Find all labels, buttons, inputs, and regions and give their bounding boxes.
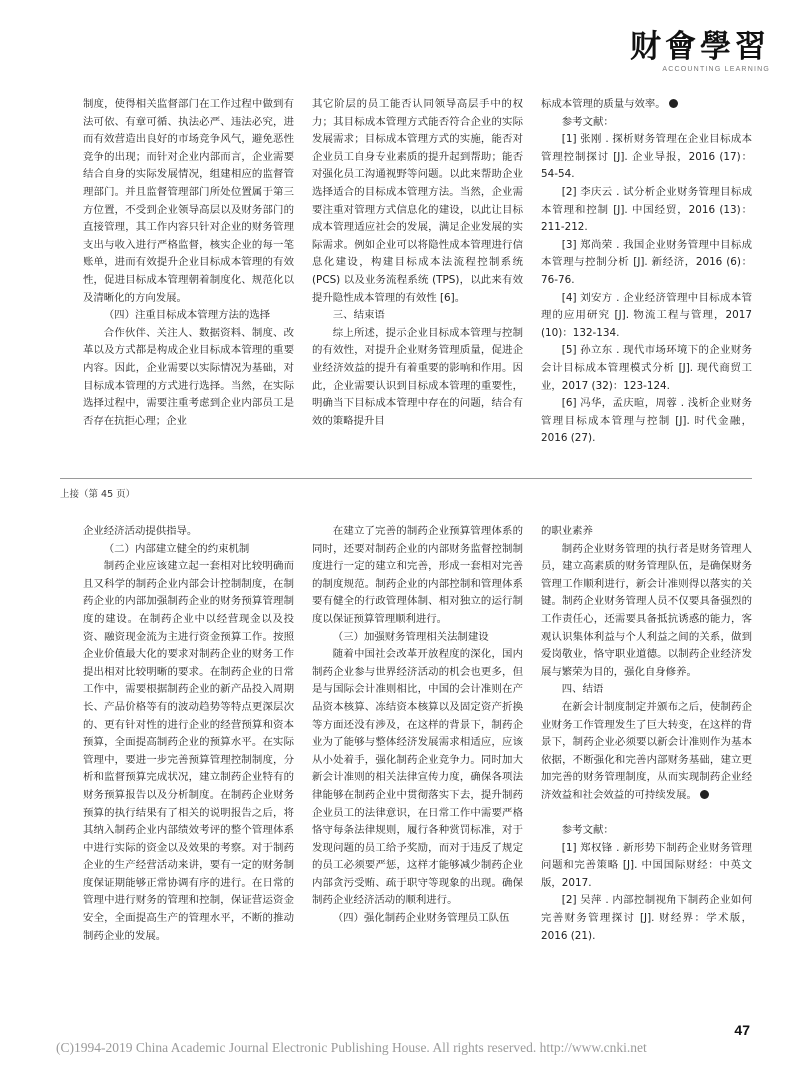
paragraph-text: [2] 李庆云 . 试分析企业财务管理目标成本管理和控制 [J]. 中国经贸，2016 (13)：211-212. [541,185,752,234]
paragraph-text: （四）注重目标成本管理方法的选择 [103,309,271,322]
end-mark-icon [669,99,678,108]
paragraph [312,96,523,307]
paragraph-text: 在新会计制度制定并颁布之后，使制药企业财务工作管理发生了巨大转变，在这样的背景下，制药企业必须要以新会计准则作为基本依据，不断强化和完善内部财务基础，建立更加完善的财务管理制度，从而实现制药企业经济效益和社会效益的可持续发展。 [541,700,752,801]
paragraph-text: 四、结语 [561,683,604,696]
page-number: 47 [734,1022,750,1038]
top-column-1 [83,96,294,466]
section-divider [60,478,752,479]
end-mark-icon [700,790,709,799]
copyright-footer: (C)1994-2019 China Academic Journal Electronic Publishing House. All rights reserved. http://www.cnki.net [56,1040,647,1055]
paragraph [541,523,752,541]
paragraph [312,646,523,910]
paragraph-text: [1] 郑权锋 . 新形势下制药企业财务管理问题和完善策略 [J]. 中国国际财经：中英文版，2017. [541,841,752,889]
paragraph-text: 其它阶层的员工能否认同领导高层手中的权力；其目标成本管理方式能否符合企业的实际发展需求；目标成本管理方式的实施，能否对企业员工自身专业素质的提升起到帮助；能否对强化员工沟通视野等问题。以此来帮助企业选择适合的目标成本管理方法。当然，企业需要注重对管理方式信息化的建设，以此让目标成本管理适应社会的发展，满足企业发展的实际需求。例如企业可以将隐性成本管理进行信息化建设，构建目标成本法流程控制系统 (PCS) 以及业务流程系统 (TPS)，以此来有效提升隐性成本管理的有效性 [6]。 [312,98,523,304]
paragraph-text: 综上所述，提示企业目标成本管理与控制的有效性，对提升企业财务管理质量，促进企业经济效益的提升有着重要的影响和作用。因此，企业需要认识到目标成本管理的重要性，明确当下目标成本管理中存在的问题，结合有效的策略提升目 [312,326,523,427]
paragraph-text: （三）加强财务管理相关法制建设 [332,630,489,643]
section-heading [312,307,523,325]
paragraph-text: 三、结束语 [332,309,385,322]
paragraph-text: 合作伙伴、关注人、数据资料、制度、改革以及方式都是构成企业目标成本管理的重要内容。因此，企业需要以实际情况为基础，对目标成本管理的方式进行选择。当然，在实际选择过程中，需要注重考虑到企业内部员工是否存在抗拒心理；企业 [83,326,294,427]
bottom-column-2 [312,523,523,1018]
section-heading [83,307,294,325]
section-heading [83,541,294,559]
paragraph-text: （四）强化制药企业财务管理员工队伍 [332,912,510,925]
bottom-column-3 [541,523,752,1018]
bottom-article-section [83,523,752,1018]
paragraph [541,96,752,114]
paragraph-text: [5] 孙立东 . 现代市场环境下的企业财务会计目标成本管理模式分析 [J]. 现代商贸工业，2017 (32)：123-124. [541,344,752,392]
paragraph-text: 参考文献： [561,824,614,837]
reference-entry [541,184,752,237]
paragraph-text: 随着中国社会改革开放程度的深化，国内制药企业参与世界经济活动的机会也更多，但是与国际会计准则相比，中国的会计准则在产品资本核算、冻结资本核算以及固定资产折换等方面还没有涉及，在这样的背景下，制药企业为了能够与整体经济发展需求相适应，应该从小处着手，强化制药企业竞争力。同时加大新会计准则的相关法律宣传力度，确保各项法律能够在制药企业中贯彻落实下去，提升制药企业员工的法律意识，在日常工作中需要严格恪守每条法律规则，履行各种赏罚标准，对于发现问题的员工给予奖励，而对于违反了规定的员工必须要严惩，这样才能够减少制药企业内部贪污受贿、疏于职守等现象的出现。确保制药企业经济活动的顺利进行。 [312,648,523,907]
paragraph-text: 制度，使得相关监督部门在工作过程中做到有法可依、有章可循、执法必严、违法必究，进而有效营造出良好的市场竞争风气，避免恶性竞争的出现；而针对企业内部而言，企业需要结合自身的实际发展情况，组建相应的监督管理部门。并且监督管理部门所处位置属于第三方位置，不受到企业领导高层以及财务部门的直接管理，其工作内容只针对企业的财务管理支出与收入进行严格监督，核实企业的每一笔账单，进而有效提升企业目标成本管理的有效性，促进目标成本管理朝着制度化、规范化以及清晰化的方向发展。 [83,98,294,304]
spacer [541,805,752,823]
section-heading [541,681,752,699]
paragraph-text: 标成本管理的质量与效率。 [541,98,666,110]
paragraph-text: [1] 张刚 . 探析财务管理在企业目标成本管理控制探讨 [J]. 企业导报，2016 (17)：54-54. [541,133,752,181]
reference-entry [541,395,752,448]
paragraph [83,96,294,307]
paragraph-text: 参考文献： [561,115,614,128]
paragraph-text: （二）内部建立健全的约束机制 [103,542,250,555]
bottom-column-1 [83,523,294,1018]
paragraph [83,558,294,945]
journal-logo [630,30,770,73]
paragraph [541,699,752,805]
paragraph-text: [4] 刘安方 . 企业经济管理中目标成本管理的应用研究 [J]. 物流工程与管理，2017 (10)：132-134. [541,291,752,339]
top-article-section [83,96,752,466]
paragraph-text: [6] 冯华，孟庆暄，周蓉 . 浅析企业财务管理目标成本管理与控制 [J]. 时代金融，2016 (27). [541,397,752,445]
reference-entry [541,840,752,893]
continued-from-label: 上接（第 45 页） [60,489,136,500]
paragraph-text: [3] 郑尚荣 . 我国企业财务管理中目标成本管理与控制分析 [J]. 新经济，2016 (6)：76-76. [541,238,752,286]
top-column-3 [541,96,752,466]
reference-entry [541,892,752,945]
section-heading [312,629,523,647]
top-column-2 [312,96,523,466]
references-heading [541,822,752,840]
paragraph-text: 企业经济活动提供指导。 [83,525,198,537]
paragraph [541,541,752,682]
reference-entry [541,237,752,290]
paragraph [312,325,523,431]
reference-entry [541,131,752,184]
paragraph [83,325,294,431]
paragraph [312,523,523,629]
reference-entry [541,342,752,395]
logo-english: ACCOUNTING LEARNING [662,66,770,73]
paragraph-text: 制药企业应该建立起一套相对比较明确而且又科学的制药企业内部会计控制制度，在制药企业的内部加强制药企业的财务预算管理制度的建设。在制药企业中以经营现金以及投资、融资现金流为主进行资金预算工作。按照企业价值最大化的要求对制药企业的财务工作提出相对比较明晰的要求。在制药企业的日常工作中，需要根据制药企业的新产品投入周期长、产品价格等有的波动趋势等特点更深层次的、更有针对性的进行企业的经营预算和资本预算，全面提高制药企业的预算水平。在实际管理中，要进一步完善预算管理控制制度，分析和监督预算完成状况，建立制药企业特有的财务预算报告以及分析制度。在制药企业财务预算的执行结果有了相关的说明报告之后，将其纳入制药企业内部绩效考评的整个管理体系中进行实际的资金以及效果的考察。对于制药企业的生产经营活动来讲，要有一定的财务制度保证期能够正常协调有序的进行。在日常的管理中进行财务的管理和控制，保证营运资金安全，全面提高生产的管理水平，不断的推动制药企业的发展。 [83,560,294,942]
paragraph [83,523,294,541]
logo-chinese: 财會學習 [630,29,770,65]
references-heading [541,114,752,132]
reference-entry [541,290,752,343]
section-heading [312,910,523,928]
paragraph-text: 在建立了完善的制药企业预算管理体系的同时，还要对制药企业的内部财务监督控制制度进行一定的建立和完善，形成一套相对完善的制度规范。制药企业的内部控制和管理体系要有健全的行政管理体制、相对独立的运行制度以保证预算管理顺利进行。 [312,525,523,625]
paragraph-text: [2] 吴萍 . 内部控制视角下制药企业如何完善财务管理探讨 [J]. 财经界：学术版，2016 (21). [541,894,752,942]
paragraph-text: 的职业素养 [541,525,593,537]
paragraph-text: 制药企业财务管理的执行者是财务管理人员，建立高素质的财务管理队伍，是确保财务管理工作顺利进行，新会计准则得以落实的关键。制药企业财务管理人员不仅要具备强烈的工作责任心，还需要具备抵抗诱惑的能力，客观认识集体利益与个人利益之间的关系，做到爱岗敬业，恪守职业道德。以制药企业经济发展与繁荣为目的，强化自身修养。 [541,542,752,678]
